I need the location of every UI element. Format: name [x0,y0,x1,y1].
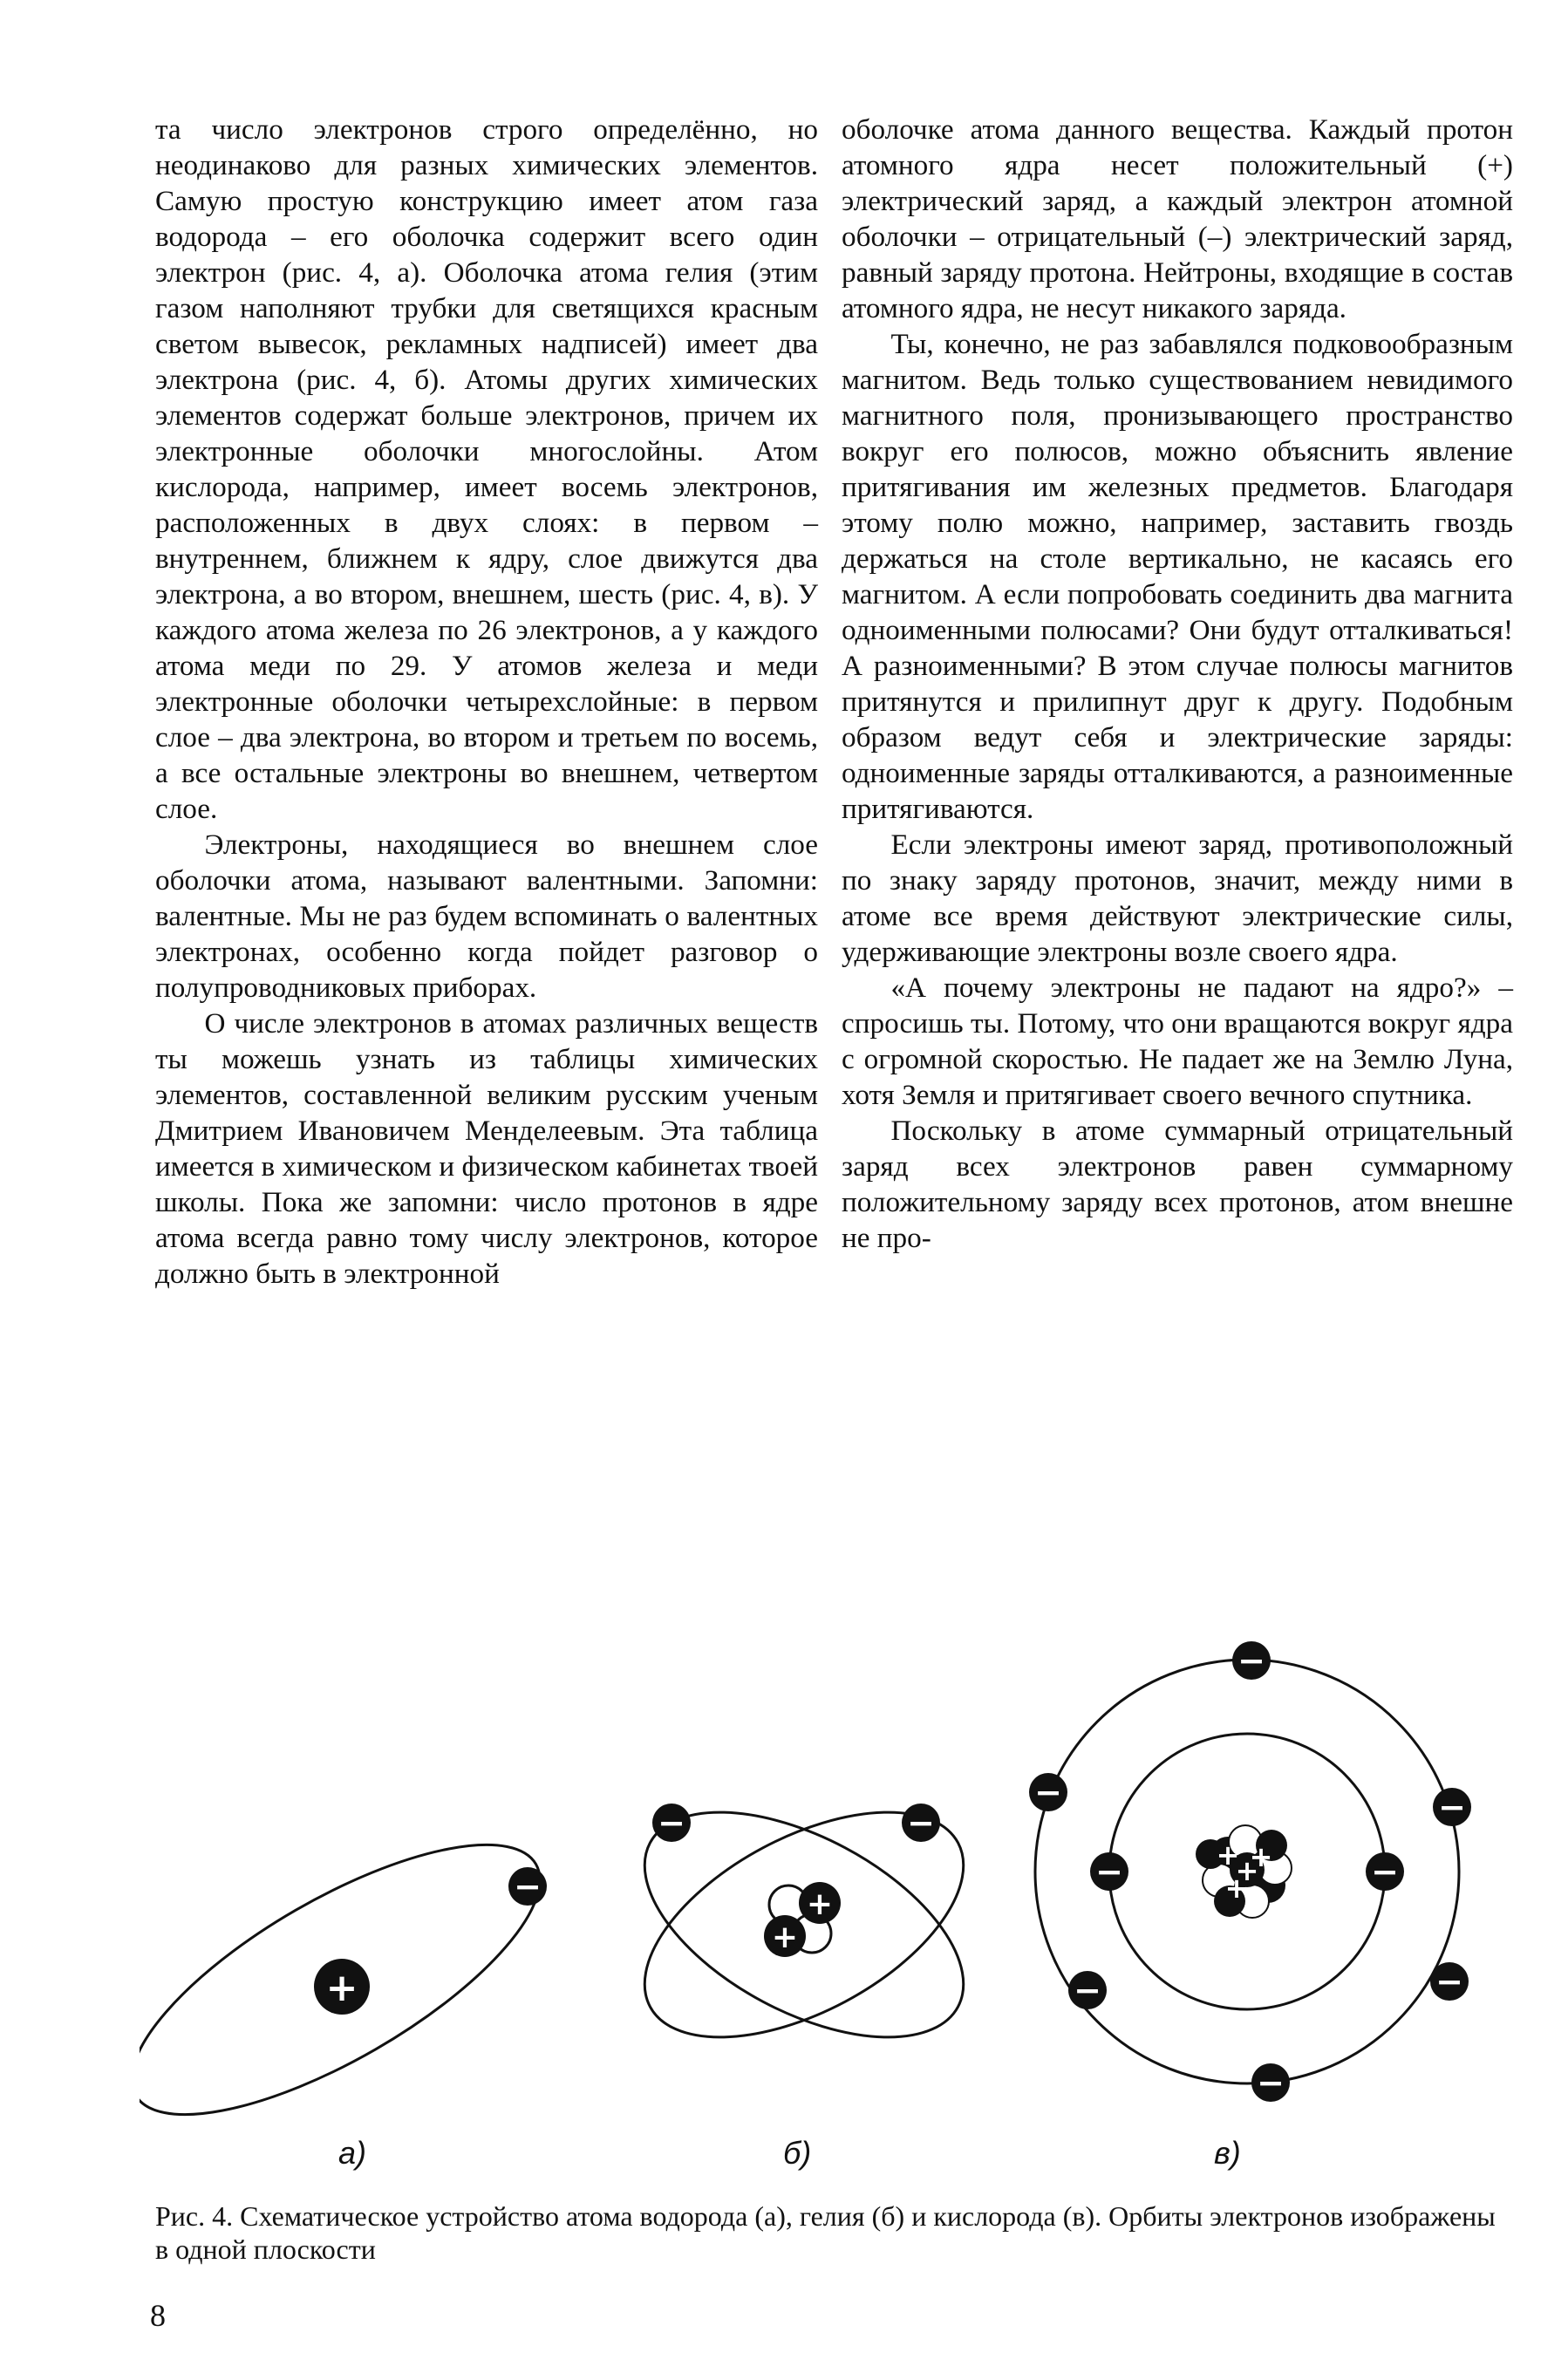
atom-diagrams [140,1640,1544,2180]
paragraph: та число электронов строго определённо, но неодинаково для разных химических элементов. Самую простую конструкцию имеет атом газа водорода – его оболочка содержит всего один электрон (рис. 4, а). Оболочка атома гелия (этим газом наполняют трубки для светящихся красным светом вывесок, рекламных надписей) имеет два электрона (рис. 4, б). Атомы других химических элементов содержат больше электронов, причем их электронные оболочки многослойны. Атом кислорода, например, имеет восемь электронов, расположенных в двух слоях: в первом – внутреннем, ближнем к ядру, слое движутся два электрона, а во втором, внешнем, шесть (рис. 4, в). У каждого атома железа по 26 электронов, а у каждого атома меди по 29. У атомов железа и меди электронные оболочки четырехслойные: в первом слое – два электрона, во втором и третьем по восемь, а все остальные электроны во внешнем, четвертом слое. [155,113,818,825]
electron [1029,1773,1067,1811]
oxygen-atom [1029,1641,1471,2102]
electron [1090,1852,1128,1891]
nucleus [1196,1825,1292,1918]
svg-text:+: + [771,1920,799,1955]
proton [314,1959,370,2015]
figure-caption: Рис. 4. Схематическое устройство атома водорода (а), гелия (б) и кислорода (в). Орбиты электронов изображены в одной плоскости [155,2200,1496,2265]
paragraph: «А почему электроны не падают на ядро?» – спросишь ты. Потому, что они вращаются вокруг ядра с огромной скоростью. Не падает же на Землю Луна, хотя Земля и притягивает своего вечного спутника. [842,972,1513,1111]
paragraph: Поскольку в атоме суммарный отрицательный заряд всех электронов равен суммарному положительному заряду всех протонов, атом внешне не про- [842,1115,1513,1254]
svg-text:−: − [658,1804,685,1842]
figure-label-c: в) [1214,2135,1241,2171]
svg-text:−: − [1074,1971,1101,2009]
svg-text:+: + [325,1966,358,2010]
proton [799,1882,841,1924]
paragraph: О числе электронов в атомах различных веществ ты можешь узнать из таблицы химических элементов, составленной великим русским ученым Дмитрием Ивановичем Менделеевым. Эта таблица имеется в химическом и физическом кабинетах твоей школы. Пока же запомни: число протонов в ядре атома всегда равно тому числу электронов, которое должно быть в электронной [155,1007,818,1290]
svg-text:−: − [514,1867,542,1906]
electron [1366,1852,1404,1891]
svg-text:+: + [1224,1872,1249,1905]
electron [902,1804,940,1842]
svg-text:−: − [1257,2063,1285,2102]
paragraph: Электроны, находящиеся во внешнем слое оболочки атома, называют валентными. Запомни: валентные. Мы не раз будем вспоминать о валентных электронах, особенно когда пойдет разговор о полупроводниковых приборах. [155,829,818,1004]
electron [1232,1641,1271,1680]
electron [1430,1962,1469,2001]
svg-text:−: − [907,1804,935,1842]
figure-label-b: б) [783,2135,812,2171]
hydrogen-atom [140,1795,576,2165]
electron [508,1867,547,1906]
paragraph: Ты, конечно, не раз забавлялся подковообразным магнитом. Ведь только существованием невидимого магнитного поля, пронизывающего пространство вокруг его полюсов, можно объяснить явление притягивания им железных предметов. Благодаря этому полю можно, например, заставить гвоздь держаться на столе вертикально, не касаясь его магнитом. А если попробовать соединить два магнита одноименными полюсами? Они будут отталкиваться! А разноименными? В этом случае полюсы магнитов притянутся и прилипнут друг к другу. Подобным образом ведут себя и электрические заряды: одноименные заряды отталкиваются, а разноименные притягиваются. [842,328,1513,825]
svg-text:+: + [1216,1838,1240,1872]
helium-atom [609,1766,999,2083]
proton [764,1915,806,1957]
svg-text:+: + [1249,1840,1273,1873]
text-column-right [842,112,1513,1256]
paragraph: Если электроны имеют заряд, противоположный по знаку заряду протонов, значит, между ними в атоме все время действуют электрические силы, удерживающие электроны возле своего ядра. [842,829,1513,968]
svg-text:−: − [1371,1852,1399,1891]
svg-text:−: − [1435,1962,1463,2001]
svg-text:+: + [806,1886,834,1922]
svg-text:+: + [1235,1854,1259,1887]
electron [1433,1788,1471,1826]
atom-figure [140,1640,1544,2180]
electron [1251,2063,1290,2102]
svg-text:−: − [1438,1788,1466,1826]
svg-text:−: − [1095,1852,1123,1891]
nucleus [764,1882,841,1957]
svg-text:−: − [1034,1773,1062,1811]
page-number: 8 [150,2298,166,2333]
svg-text:−: − [1237,1641,1265,1680]
paragraph: оболочке атома данного вещества. Каждый протон атомного ядра несет положительный (+) электрический заряд, а каждый электрон атомной оболочки – отрицательный (–) электрический заряд, равный заряду протона. Нейтроны, входящие в состав атомного ядра, не несут никакого заряда. [842,113,1513,324]
electron [652,1804,691,1842]
figure-label-a: а) [338,2135,367,2171]
text-column-left [155,112,818,1292]
electron [1068,1971,1107,2009]
